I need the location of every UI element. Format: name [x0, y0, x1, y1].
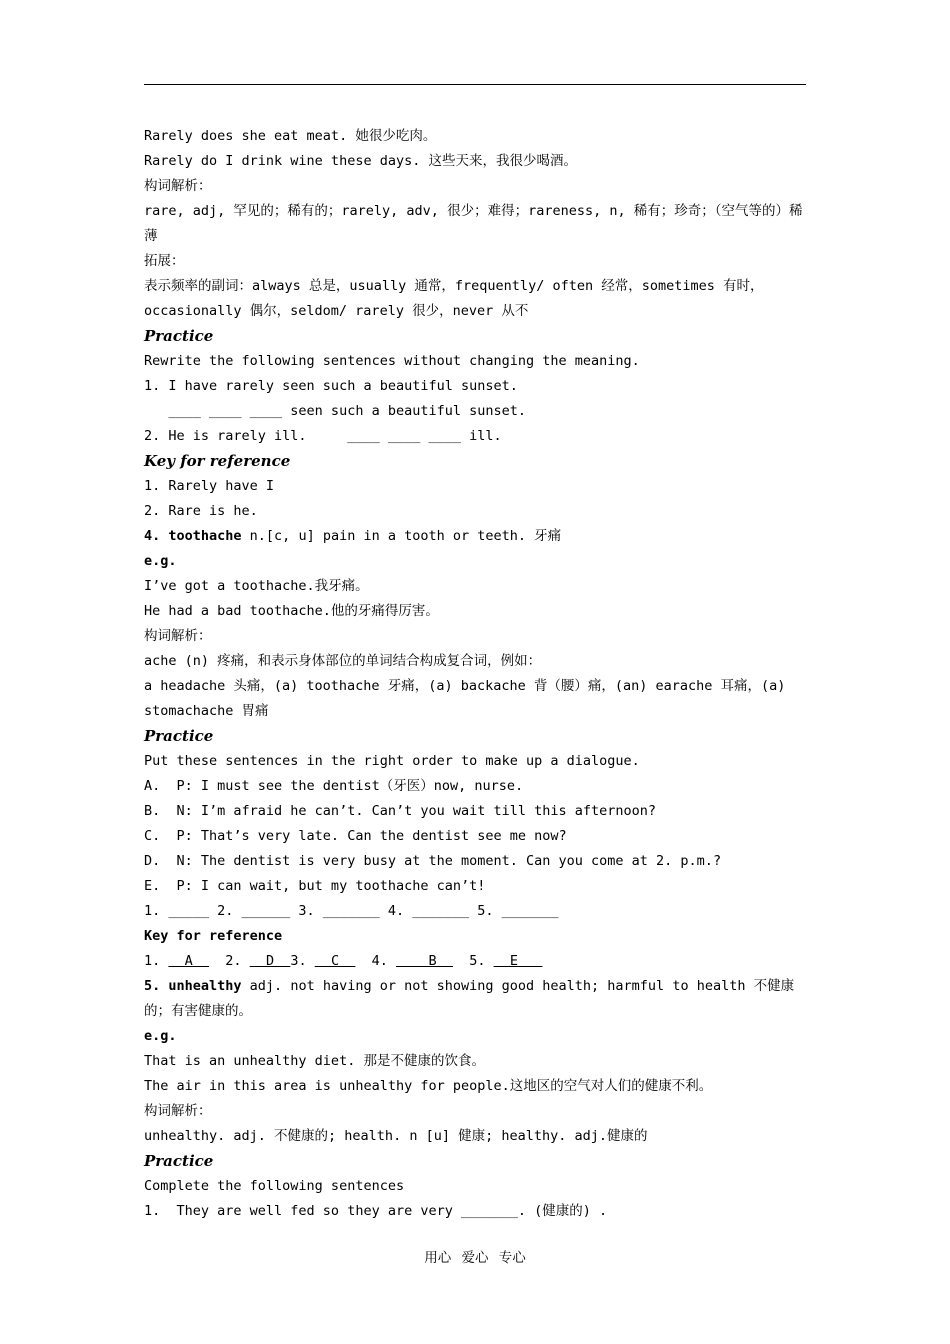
entry-definition: n.[c, u] pain in a tooth or teeth. 牙痛	[241, 528, 562, 544]
practice-heading: Practice	[144, 1152, 214, 1170]
key-letter: B	[396, 953, 453, 969]
eg-label: e.g.	[144, 553, 177, 569]
instruction: Rewrite the following sentences without changing the meaning.	[144, 353, 640, 369]
key-answer: 1. Rarely have I	[144, 478, 275, 494]
dialogue-line: A. P: I must see the dentist（牙医）now, nurse.	[144, 778, 524, 794]
word-formation: ache (n) 疼痛，和表示身体部位的单词结合构成复合词，例如：	[144, 653, 542, 669]
section-label: 拓展：	[144, 253, 185, 269]
key-letter: A	[168, 953, 210, 969]
key-letter: E	[493, 953, 543, 969]
key-heading: Key for reference	[144, 452, 291, 470]
eg-label: e.g.	[144, 1028, 177, 1044]
instruction: Put these sentences in the right order to make up a dialogue.	[144, 753, 640, 769]
key-number: 2.	[209, 953, 242, 969]
extension-text: 表示频率的副词：always 总是，usually 通常，frequently/ often 经常，sometimes 有时，occasionally 偶尔，seldom/ rarely 很少，never 从不	[144, 278, 764, 319]
example-sentence: That is an unhealthy diet. 那是不健康的饮食。	[144, 1053, 485, 1069]
word-formation: a headache 头痛，(a) toothache 牙痛，(a) backache 背（腰）痛，(an) earache 耳痛，(a) stomachache 胃痛	[144, 678, 786, 719]
dialogue-line: E. P: I can wait, but my toothache can’t!	[144, 878, 486, 894]
page-footer: 用心 爱心 专心	[424, 1250, 526, 1266]
entry-line	[144, 524, 808, 549]
example-sentence: Rarely does she eat meat. 她很少吃肉。	[144, 128, 437, 144]
key-number: 1.	[144, 953, 161, 969]
entry-line	[144, 974, 808, 1024]
exercise-blank: ____ ____ ____ seen such a beautiful sunset.	[144, 403, 527, 419]
example-sentence: The air in this area is unhealthy for people.这地区的空气对人们的健康不利。	[144, 1078, 713, 1094]
example-sentence: I’ve got a toothache.我牙痛。	[144, 578, 369, 594]
key-answer-row	[144, 949, 808, 974]
header-rule	[144, 84, 806, 85]
section-label: 构词解析：	[144, 628, 212, 644]
key-heading: Key for reference	[144, 928, 283, 944]
key-number: 5.	[452, 953, 486, 969]
entry-word: 5. unhealthy	[144, 978, 242, 994]
example-sentence: He had a bad toothache.他的牙痛得厉害。	[144, 603, 439, 619]
word-formation: unhealthy. adj. 不健康的; health. n [u] 健康; healthy. adj.健康的	[144, 1128, 648, 1144]
key-answer: 2. Rare is he.	[144, 503, 258, 519]
example-sentence: Rarely do I drink wine these days. 这些天来，我很少喝酒。	[144, 153, 577, 169]
section-label: 构词解析：	[144, 178, 212, 194]
document-body	[144, 124, 808, 1224]
key-number: 4.	[355, 953, 388, 969]
key-number: 3.	[290, 953, 307, 969]
key-letter: C	[314, 953, 356, 969]
dialogue-line: C. P: That’s very late. Can the dentist see me now?	[144, 828, 567, 844]
word-formation: rare, adj, 罕见的；稀有的；rarely, adv, 很少；难得；rareness, n, 稀有；珍奇；（空气等的）稀薄	[144, 203, 803, 244]
exercise-item: 2. He is rarely ill. ____ ____ ____ ill.	[144, 428, 502, 444]
entry-definition: adj. not having or not showing good health; harmful to health 不健康的；有害健康的。	[144, 978, 795, 1019]
answer-blanks: 1. _____ 2. ______ 3. _______ 4. _______ 5. _______	[144, 903, 559, 919]
entry-word: 4. toothache	[144, 528, 242, 544]
instruction: Complete the following sentences	[144, 1178, 405, 1194]
exercise-item: 1. I have rarely seen such a beautiful sunset.	[144, 378, 518, 394]
dialogue-line: D. N: The dentist is very busy at the moment. Can you come at 2. p.m.?	[144, 853, 722, 869]
section-label: 构词解析：	[144, 1103, 212, 1119]
practice-heading: Practice	[144, 727, 214, 745]
dialogue-line: B. N: I’m afraid he can’t. Can’t you wait till this afternoon?	[144, 803, 657, 819]
exercise-item: 1. They are well fed so they are very _______. (健康的) .	[144, 1203, 608, 1219]
practice-heading: Practice	[144, 327, 214, 345]
key-letter: D	[249, 953, 291, 969]
